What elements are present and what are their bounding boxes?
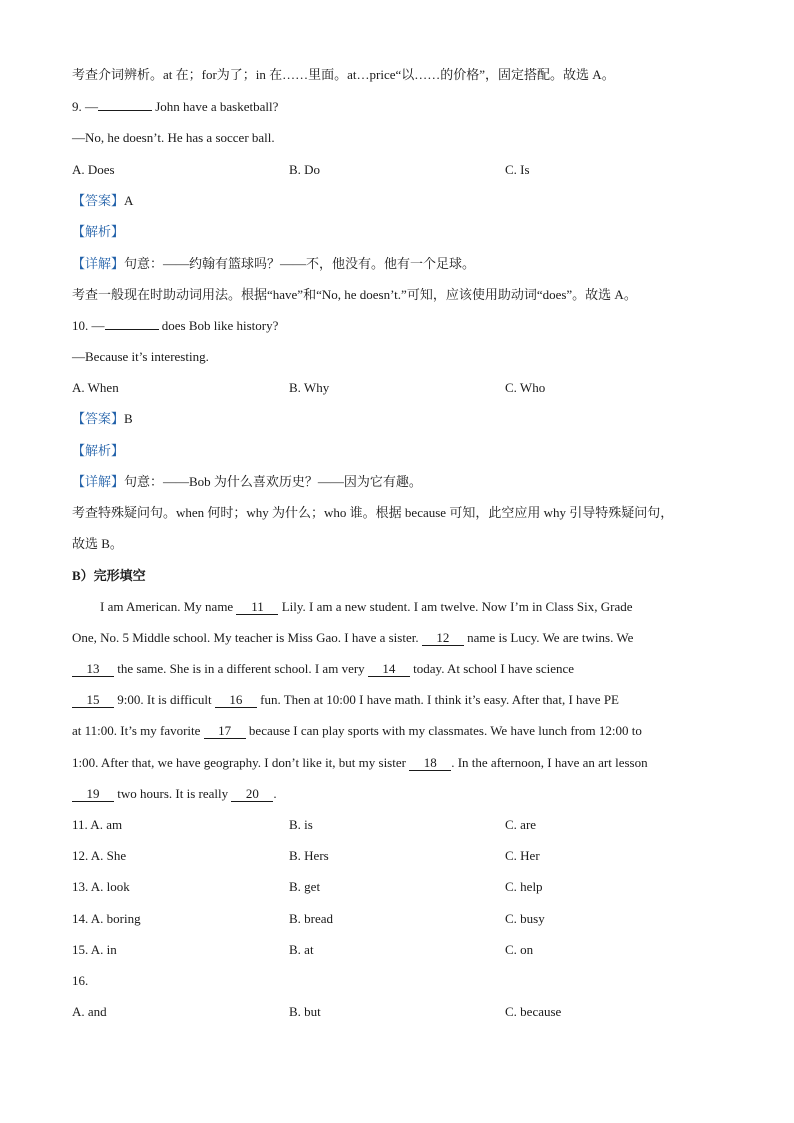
choice-11-a: 11. A. am bbox=[72, 817, 123, 832]
question-9-stem bbox=[72, 98, 278, 116]
q9-answer bbox=[72, 192, 133, 210]
answer-value: B bbox=[124, 411, 133, 426]
q9-option-c: C. Is bbox=[505, 162, 530, 177]
question-9-reply: —No, he doesn’t. He has a soccer ball. bbox=[72, 130, 275, 145]
passage-text: One, No. 5 Middle school. My teacher is Miss Gao. I have a sister. bbox=[72, 630, 422, 645]
passage-text: 9:00. It is difficult bbox=[114, 692, 215, 707]
blank-20: 20 bbox=[231, 787, 273, 802]
passage-text: today. At school I have science bbox=[409, 661, 575, 676]
detail-tag: 【详解】 bbox=[72, 474, 125, 489]
question-10-stem bbox=[72, 317, 278, 335]
q10-answer bbox=[72, 410, 133, 428]
detail-tag: 【详解】 bbox=[72, 256, 125, 271]
choice-16-a: A. and bbox=[72, 1004, 107, 1019]
intro-explanation: 考查介词辨析。at 在；for为了；in 在……里面。at…price“以……的价格”，固定搭配。故选 A。 bbox=[72, 67, 615, 82]
q10-detail bbox=[72, 473, 422, 491]
blank-12: 12 bbox=[422, 631, 464, 646]
passage-line-7 bbox=[72, 785, 277, 803]
choice-16-c: C. because bbox=[505, 1004, 562, 1019]
passage-text: because I can play sports with my classmates. We have lunch from 12:00 to bbox=[245, 723, 642, 738]
passage-line-3 bbox=[72, 660, 574, 678]
blank-17: 17 bbox=[204, 724, 246, 739]
choice-15-a: 15. A. in bbox=[72, 942, 117, 957]
choice-14-c: C. busy bbox=[505, 911, 545, 926]
choice-16-b: B. but bbox=[289, 1004, 321, 1019]
question-number: 9. — bbox=[72, 99, 98, 114]
answer-blank bbox=[105, 329, 159, 330]
detail-text: 句意：——约翰有篮球吗？——不，他没有。他有一个足球。 bbox=[124, 256, 476, 271]
passage-text: Lily. I am a new student. I am twelve. Now I’m in Class Six, Grade bbox=[278, 599, 633, 614]
q10-explanation-line-2: 故选 B。 bbox=[72, 536, 123, 551]
choice-13-a: 13. A. look bbox=[72, 879, 130, 894]
choice-12-c: C. Her bbox=[505, 848, 540, 863]
answer-tag: 【答案】 bbox=[72, 411, 125, 426]
q10-option-a: A. When bbox=[72, 380, 119, 395]
passage-line-1 bbox=[100, 598, 633, 616]
question-number: 10. — bbox=[72, 318, 105, 333]
blank-13: 13 bbox=[72, 662, 114, 677]
passage-line-2 bbox=[72, 629, 633, 647]
blank-14: 14 bbox=[368, 662, 410, 677]
blank-18: 18 bbox=[409, 756, 451, 771]
section-title: B）完形填空 bbox=[72, 568, 146, 583]
q9-detail bbox=[72, 255, 475, 273]
passage-text: 1:00. After that, we have geography. I don’t like it, but my sister bbox=[72, 755, 410, 770]
q10-option-c: C. Who bbox=[505, 380, 546, 395]
question-text: does Bob like history? bbox=[158, 318, 279, 333]
choice-14-a: 14. A. boring bbox=[72, 911, 141, 926]
choice-15-b: B. at bbox=[289, 942, 314, 957]
passage-text: I am American. My name bbox=[100, 599, 237, 614]
q9-explanation: 考查一般现在时助动词用法。根据“have”和“No, he doesn’t.”可知，应该使用助动词“does”。故选 A。 bbox=[72, 287, 637, 302]
choice-16-number: 16. bbox=[72, 973, 89, 988]
choice-11-c: C. are bbox=[505, 817, 537, 832]
detail-text: 句意：——Bob 为什么喜欢历史？——因为它有趣。 bbox=[124, 474, 422, 489]
passage-text: fun. Then at 10:00 I have math. I think it’s easy. After that, I have PE bbox=[256, 692, 619, 707]
passage-text: two hours. It is really bbox=[114, 786, 232, 801]
choice-11-b: B. is bbox=[289, 817, 313, 832]
q10-explanation-line-1: 考查特殊疑问句。when 何时；why 为什么；who 谁。根据 because 可知，此空应用 why 引导特殊疑问句， bbox=[72, 505, 674, 520]
choice-13-b: B. get bbox=[289, 879, 321, 894]
answer-blank bbox=[98, 110, 152, 111]
passage-line-5 bbox=[72, 722, 642, 740]
q9-option-b: B. Do bbox=[289, 162, 321, 177]
passage-text: . In the afternoon, I have an art lesson bbox=[451, 755, 648, 770]
blank-19: 19 bbox=[72, 787, 114, 802]
passage-text: at 11:00. It’s my favorite bbox=[72, 723, 204, 738]
passage-line-4 bbox=[72, 691, 619, 709]
blank-16: 16 bbox=[215, 693, 257, 708]
answer-value: A bbox=[124, 193, 134, 208]
question-text: John have a basketball? bbox=[152, 99, 279, 114]
q9-analysis-tag: 【解析】 bbox=[72, 224, 125, 239]
answer-tag: 【答案】 bbox=[72, 193, 125, 208]
blank-15: 15 bbox=[72, 693, 114, 708]
choice-15-c: C. on bbox=[505, 942, 534, 957]
passage-line-6 bbox=[72, 754, 648, 772]
blank-11: 11 bbox=[236, 600, 278, 615]
passage-text: name is Lucy. We are twins. We bbox=[463, 630, 634, 645]
q10-analysis-tag: 【解析】 bbox=[72, 443, 125, 458]
choice-12-a: 12. A. She bbox=[72, 848, 127, 863]
choice-13-c: C. help bbox=[505, 879, 543, 894]
choice-14-b: B. bread bbox=[289, 911, 334, 926]
q9-option-a: A. Does bbox=[72, 162, 115, 177]
choice-12-b: B. Hers bbox=[289, 848, 329, 863]
passage-text: the same. She is in a different school. I am very bbox=[114, 661, 368, 676]
q10-option-b: B. Why bbox=[289, 380, 330, 395]
question-10-reply: —Because it’s interesting. bbox=[72, 349, 209, 364]
passage-text: . bbox=[273, 786, 277, 801]
